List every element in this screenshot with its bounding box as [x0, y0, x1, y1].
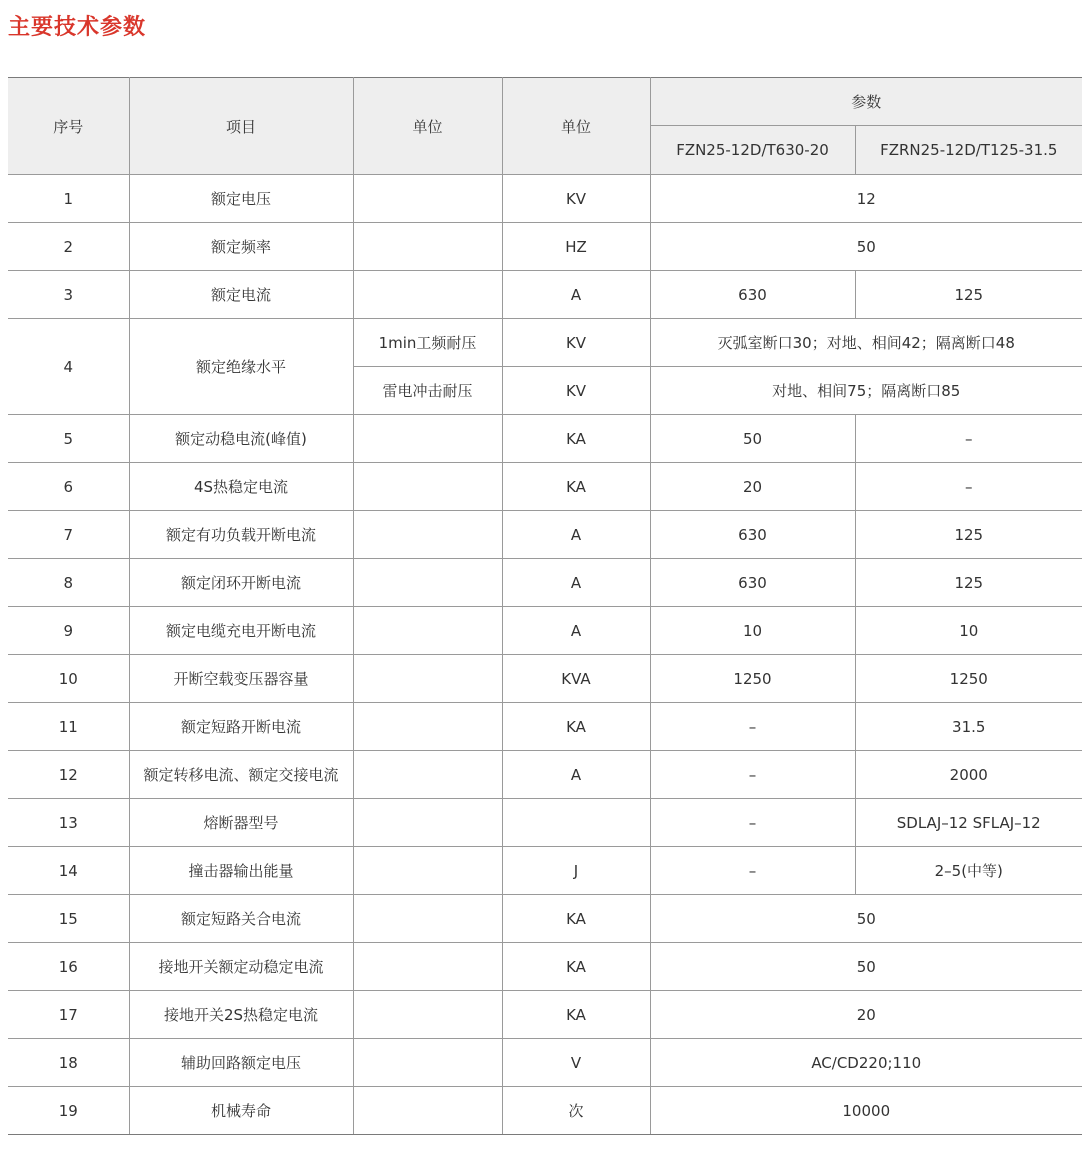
row-index: 9 — [8, 607, 129, 655]
row-item: 额定电压 — [129, 175, 353, 223]
row-subitem — [353, 655, 502, 703]
row-unit: A — [502, 271, 650, 319]
row-value-a: 630 — [650, 511, 855, 559]
row-index: 12 — [8, 751, 129, 799]
table-row — [8, 847, 1082, 895]
row-subitem: 1min工频耐压 — [353, 319, 502, 367]
row-value-a: – — [650, 703, 855, 751]
row-unit: A — [502, 751, 650, 799]
row-value-a: 50 — [650, 415, 855, 463]
row-value-b: SDLAJ–12 SFLAJ–12 — [855, 799, 1082, 847]
table-row — [8, 751, 1082, 799]
row-unit: A — [502, 559, 650, 607]
row-value-a: 630 — [650, 559, 855, 607]
row-unit: KA — [502, 463, 650, 511]
row-item: 额定转移电流、额定交接电流 — [129, 751, 353, 799]
header-model-a: FZN25-12D/T630-20 — [650, 126, 855, 175]
row-subitem — [353, 799, 502, 847]
row-index: 11 — [8, 703, 129, 751]
row-index: 7 — [8, 511, 129, 559]
row-item: 接地开关2S热稳定电流 — [129, 991, 353, 1039]
row-value-b: – — [855, 463, 1082, 511]
row-item: 额定电流 — [129, 271, 353, 319]
row-item: 4S热稳定电流 — [129, 463, 353, 511]
row-index: 5 — [8, 415, 129, 463]
table-row — [8, 559, 1082, 607]
row-unit: KV — [502, 367, 650, 415]
row-unit: KV — [502, 319, 650, 367]
spec-table — [8, 77, 1082, 1135]
row-value: 50 — [650, 223, 1082, 271]
row-item: 额定闭环开断电流 — [129, 559, 353, 607]
table-row — [8, 991, 1082, 1039]
row-unit: KA — [502, 943, 650, 991]
row-item: 撞击器输出能量 — [129, 847, 353, 895]
table-row — [8, 607, 1082, 655]
row-unit: KV — [502, 175, 650, 223]
table-row — [8, 943, 1082, 991]
row-item: 接地开关额定动稳定电流 — [129, 943, 353, 991]
row-value-b: 125 — [855, 511, 1082, 559]
row-subitem — [353, 847, 502, 895]
row-value-a: 10 — [650, 607, 855, 655]
row-item: 机械寿命 — [129, 1087, 353, 1135]
table-row — [8, 271, 1082, 319]
row-subitem — [353, 703, 502, 751]
row-value-b: 10 — [855, 607, 1082, 655]
row-subitem — [353, 1039, 502, 1087]
row-index: 2 — [8, 223, 129, 271]
row-value-a: – — [650, 847, 855, 895]
row-unit: KA — [502, 703, 650, 751]
row-value: 对地、相间75；隔离断口85 — [650, 367, 1082, 415]
table-body — [8, 175, 1082, 1135]
row-item: 额定电缆充电开断电流 — [129, 607, 353, 655]
row-subitem — [353, 751, 502, 799]
row-value-a: 1250 — [650, 655, 855, 703]
header-unit-2: 单位 — [502, 78, 650, 175]
row-unit — [502, 799, 650, 847]
row-index: 4 — [8, 319, 129, 415]
row-index: 1 — [8, 175, 129, 223]
row-unit: KA — [502, 991, 650, 1039]
row-unit: HZ — [502, 223, 650, 271]
table-row — [8, 319, 1082, 367]
row-value-a: – — [650, 799, 855, 847]
row-item: 额定动稳电流(峰值) — [129, 415, 353, 463]
row-subitem — [353, 511, 502, 559]
table-row — [8, 175, 1082, 223]
row-unit: KVA — [502, 655, 650, 703]
table-row — [8, 511, 1082, 559]
row-item: 辅助回路额定电压 — [129, 1039, 353, 1087]
header-unit-1: 单位 — [353, 78, 502, 175]
header-params: 参数 — [650, 78, 1082, 126]
row-index: 18 — [8, 1039, 129, 1087]
table-row — [8, 1087, 1082, 1135]
table-row — [8, 655, 1082, 703]
row-subitem — [353, 943, 502, 991]
row-value: 12 — [650, 175, 1082, 223]
row-value: 50 — [650, 943, 1082, 991]
row-subitem — [353, 175, 502, 223]
row-index: 14 — [8, 847, 129, 895]
row-index: 19 — [8, 1087, 129, 1135]
table-row — [8, 895, 1082, 943]
table-header — [8, 78, 1082, 175]
header-model-b: FZRN25-12D/T125-31.5 — [855, 126, 1082, 175]
row-subitem — [353, 463, 502, 511]
row-item: 额定短路开断电流 — [129, 703, 353, 751]
row-item: 额定频率 — [129, 223, 353, 271]
row-value: AC/CD220;110 — [650, 1039, 1082, 1087]
page-title: 主要技术参数 — [8, 15, 147, 40]
row-subitem — [353, 1087, 502, 1135]
header-index: 序号 — [8, 78, 129, 175]
row-value-b: 125 — [855, 559, 1082, 607]
row-value-a: 20 — [650, 463, 855, 511]
row-unit: J — [502, 847, 650, 895]
row-item: 额定短路关合电流 — [129, 895, 353, 943]
row-unit: KA — [502, 415, 650, 463]
row-unit: KA — [502, 895, 650, 943]
row-value: 灭弧室断口30；对地、相间42；隔离断口48 — [650, 319, 1082, 367]
row-index: 15 — [8, 895, 129, 943]
row-value-b: – — [855, 415, 1082, 463]
row-value-b: 31.5 — [855, 703, 1082, 751]
row-item: 额定绝缘水平 — [129, 319, 353, 415]
table-row — [8, 223, 1082, 271]
row-item: 熔断器型号 — [129, 799, 353, 847]
row-index: 8 — [8, 559, 129, 607]
table-row — [8, 799, 1082, 847]
table-row — [8, 703, 1082, 751]
row-index: 13 — [8, 799, 129, 847]
row-index: 10 — [8, 655, 129, 703]
row-index: 3 — [8, 271, 129, 319]
row-unit: A — [502, 511, 650, 559]
row-subitem — [353, 607, 502, 655]
row-item: 额定有功负载开断电流 — [129, 511, 353, 559]
row-unit: 次 — [502, 1087, 650, 1135]
row-value-b: 2000 — [855, 751, 1082, 799]
row-subitem: 雷电冲击耐压 — [353, 367, 502, 415]
row-subitem — [353, 895, 502, 943]
row-subitem — [353, 271, 502, 319]
row-unit: V — [502, 1039, 650, 1087]
row-value-a: – — [650, 751, 855, 799]
row-value: 50 — [650, 895, 1082, 943]
table-row — [8, 1039, 1082, 1087]
row-subitem — [353, 991, 502, 1039]
row-index: 16 — [8, 943, 129, 991]
row-index: 6 — [8, 463, 129, 511]
row-value: 10000 — [650, 1087, 1082, 1135]
row-value-b: 2–5(中等) — [855, 847, 1082, 895]
table-row — [8, 415, 1082, 463]
row-unit: A — [502, 607, 650, 655]
row-value-b: 1250 — [855, 655, 1082, 703]
table-row — [8, 463, 1082, 511]
row-subitem — [353, 559, 502, 607]
row-subitem — [353, 223, 502, 271]
row-subitem — [353, 415, 502, 463]
row-index: 17 — [8, 991, 129, 1039]
row-value-a: 630 — [650, 271, 855, 319]
header-item: 项目 — [129, 78, 353, 175]
row-item: 开断空载变压器容量 — [129, 655, 353, 703]
row-value-b: 125 — [855, 271, 1082, 319]
row-value: 20 — [650, 991, 1082, 1039]
